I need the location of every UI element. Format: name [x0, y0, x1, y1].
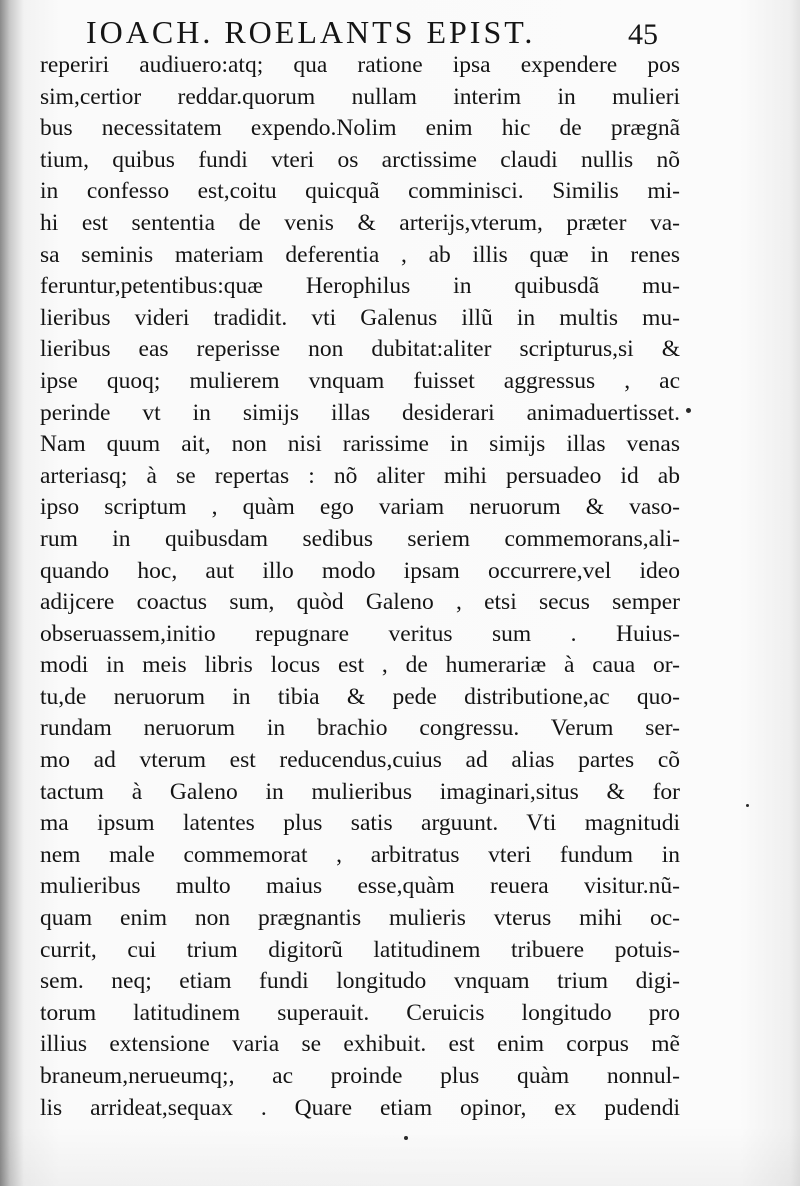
page-number: 45	[628, 18, 658, 51]
text-line: quam enim non prægnantis mulieris vterus mihi oc-	[40, 905, 680, 932]
text-line: mo ad vterum est reducendus,cuius ad alias partes cõ	[40, 747, 680, 774]
text-line: ma ipsum latentes plus satis arguunt. Vti magnitudi	[40, 810, 680, 837]
text-line: nem male commemorat , arbitratus vteri fundum in	[40, 841, 680, 868]
text-line: bus necessitatem expendo.Nolim enim hic de prægnã	[40, 115, 680, 142]
text-line: feruntur,petentibus:quæ Herophilus in quibusdã mu-	[40, 273, 680, 300]
text-line: mulieribus multo maius esse,quàm reuera visitur.nũ-	[40, 873, 680, 900]
text-line: Nam quum ait, non nisi rarissime in simijs illas venas	[40, 431, 680, 458]
text-line: ipse quoq; mulierem vnquam fuisset aggressus , ac	[40, 367, 680, 394]
text-line: ipso scriptum , quàm ego variam neruorum & vaso-	[40, 494, 680, 521]
text-line: braneum,nerueumq;, ac proinde plus quàm nonnul-	[40, 1063, 680, 1089]
text-line: illius extensione varia se exhibuit. est enim corpus mẽ	[40, 1031, 680, 1058]
text-line: sim,certior reddar.quorum nullam interim in mulieri	[40, 83, 680, 110]
text-line: lis arrideat,sequax . Quare etiam opinor, ex pudendi	[40, 1094, 680, 1121]
text-line: arteriasq; à se repertas : nõ aliter mihi persuadeo id ab	[40, 462, 680, 489]
margin-speck	[686, 408, 691, 413]
text-line: adijcere coactus sum, quòd Galeno , etsi secus semper	[40, 589, 680, 616]
text-line: sa seminis materiam deferentia , ab illis quæ in renes	[40, 241, 680, 268]
text-line: modi in meis libris locus est , de humerariæ à caua or-	[40, 652, 680, 679]
text-line: torum latitudinem superauit. Ceruicis longitudo pro	[40, 999, 680, 1026]
text-line: reperiri audiuero:atq; qua ratione ipsa expendere pos	[40, 52, 680, 78]
text-line: rundam neruorum in brachio congressu. Verum ser-	[40, 715, 680, 742]
text-line: tium, quibus fundi vteri os arctissime claudi nullis nõ	[40, 146, 680, 173]
page-shadow	[0, 1126, 800, 1186]
text-line: quando hoc, aut illo modo ipsam occurrere,vel ideo	[40, 557, 680, 584]
text-line: obseruassem,initio repugnare veritus sum . Huius-	[40, 620, 680, 647]
text-line: perinde vt in simijs illas desiderari animaduertisset.	[40, 399, 680, 426]
text-line: rum in quibusdam sedibus seriem commemorans,ali-	[40, 525, 680, 552]
running-title: IOACH. ROELANTS EPIST.	[86, 14, 536, 50]
text-line: hi est sententia de venis & arterijs,vterum, præter va-	[40, 209, 680, 236]
text-line: sem. neq; etiam fundi longitudo vnquam trium digi-	[40, 968, 680, 995]
text-line: lieribus videri tradidit. vti Galenus illũ in multis mu-	[40, 304, 680, 331]
text-line: in confesso est,coitu quicquã comminisci. Similis mi-	[40, 178, 680, 205]
body-text	[40, 50, 680, 1124]
text-line: tactum à Galeno in mulieribus imaginari,situs & for	[40, 778, 680, 805]
text-line: lieribus eas reperisse non dubitat:aliter scripturus,si &	[40, 336, 680, 363]
text-line: tu,de neruorum in tibia & pede distributione,ac quo-	[40, 683, 680, 710]
text-line: currit, cui trium digitorũ latitudinem tribuere potuis-	[40, 936, 680, 963]
margin-speck	[746, 804, 749, 807]
